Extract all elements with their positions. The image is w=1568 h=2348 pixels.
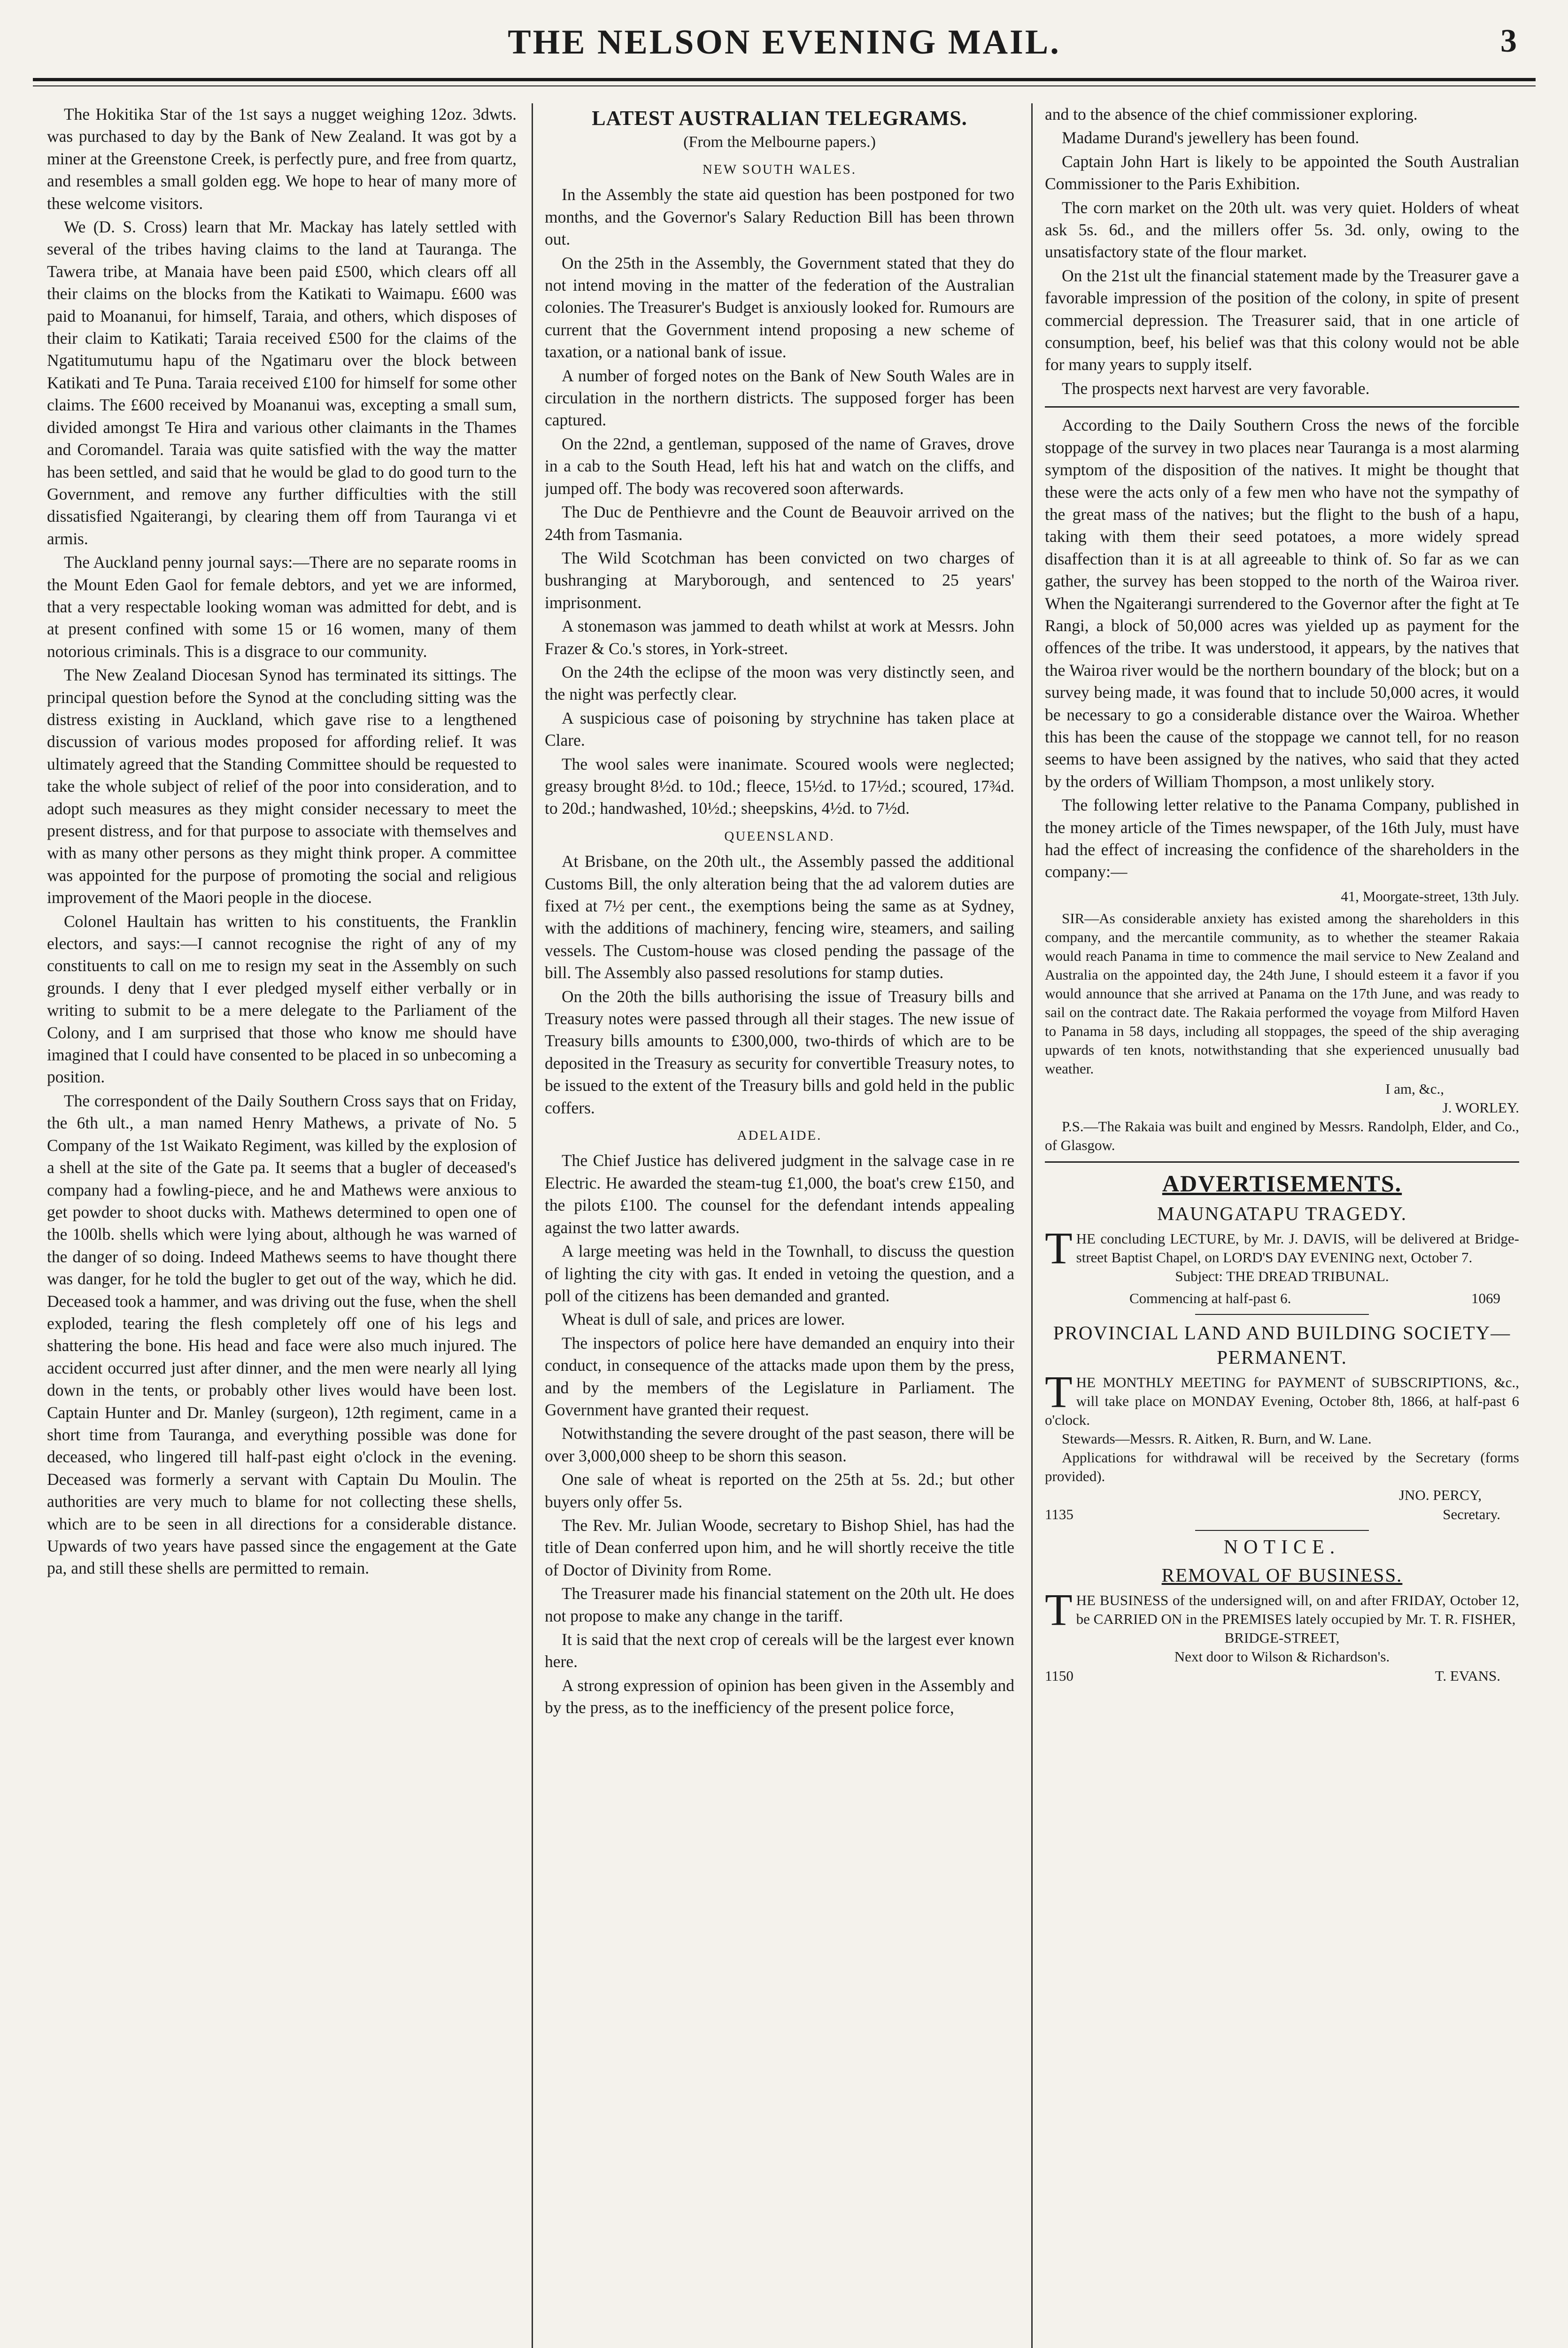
paragraph: In the Assembly the state aid question has been postponed for two months, and the Governor's Salary Reduction Bill has been thrown out. — [545, 185, 1014, 249]
masthead-rule-thin — [33, 85, 1536, 86]
paragraph: A strong expression of opinion has been given in the Assembly and by the press, as to the inefficiency of the present police force, — [545, 1676, 1014, 1717]
paragraph: The Chief Justice has delivered judgment in the salvage case in re Electric. He awarded the steam-tug £1,000, the boat's crew £150, and the pilots £100. The counsel for the defendant intends appealing against the two latter awards. — [545, 1151, 1014, 1237]
paragraph-diocesan-synod: The New Zealand Diocesan Synod has terminated its sittings. The principal question before the Synod at the concluding sitting was the distress existing in Auckland, which gave rise to a lengthened discussion of various modes proposed for affording relief. It was ultimately agreed that the Standing Committee should be requested to take the whole subject of relief of the poor into consideration, and to adopt such measures as they might consider necessary to meet the present distress, and for that purpose to associate with themselves and with as many other persons as they might think proper. A committee was appointed for the purpose of promoting the social and religious improvement of the Maori people in the diocese. — [47, 665, 517, 907]
paragraph: It is said that the next crop of cereals will be the largest ever known here. — [545, 1630, 1014, 1671]
ad-subject: Subject: THE DREAD TRIBUNAL. — [1175, 1268, 1389, 1285]
paragraph: On the 20th the bills authorising the issue of Treasury bills and Treasury notes were passed through all their stages. The new issue of Treasury bills amounts to £300,000, two-thirds of which are to be deposited in the Treasury as security for convertible Treasury notes, to be issued to the extent of the Treasury bills and gold held in the public coffers. — [545, 987, 1014, 1117]
page-number: 3 — [1500, 23, 1517, 59]
paragraph: The corn market on the 20th ult. was very quiet. Holders of wheat ask 5s. 6d., and the millers offer 5s. 3d. only, owing to the unsatisfactory state of the flour market. — [1045, 198, 1519, 262]
ad-street: BRIDGE-STREET, — [1224, 1629, 1340, 1646]
paragraph: The wool sales were inanimate. Scoured wools were neglected; greasy brought 8½d. to 10d.; fleece, 15½d. to 17½d.; scoured, 17¾d. to 20d.; handwashed, 10½d.; sheepskins, 4½d. to 7½d. — [545, 754, 1014, 818]
paragraph: A stonemason was jammed to death whilst at work at Messrs. John Frazer & Co.'s stores, in York-street. — [545, 617, 1014, 658]
section-heading: LATEST AUSTRALIAN TELEGRAMS. — [592, 107, 967, 130]
paragraph: A large meeting was held in the Townhall, to discuss the question of lighting the city with gas. It ended in vetoing the question, and a poll of the citizens has been demanded and granted. — [545, 1242, 1014, 1305]
drop-cap: T — [1045, 1223, 1073, 1274]
ad-footer — [1045, 1666, 1519, 1686]
paragraph-nugget: The Hokitika Star of the 1st says a nugget weighing 12oz. 3dwts. was purchased to day by the Bank of New Zealand. It was got by a miner at the Greenstone Creek, is perfectly pure, and free from quartz, and resembles a small golden egg. We hope to hear of many more of these welcome visitors. — [47, 105, 517, 213]
paragraph: The Treasurer made his financial statement on the 20th ult. He does not propose to make any change in the tariff. — [545, 1584, 1014, 1625]
ad-body-building-society — [1045, 1367, 1519, 1429]
letter-body: SIR—As considerable anxiety has existed among the shareholders in this company, and the mercantile community, as to whether the steamer Rakaia would reach Panama in time to commence the mail service to New Zealand and Australia on the appointed day, the 24th June, I should esteem it a favor if you would announce that she arrived at Panama on the 17th June, and was ready to sail on the contract date. The Rakaia performed the voyage from Milford Haven to Panama in 58 days, including all stoppages, the speed of the ship averaging upwards of ten knots, notwithstanding that she experienced unusually bad weather. — [1045, 910, 1519, 1077]
ad-role: Secretary. — [1443, 1506, 1500, 1523]
paragraph-continued: and to the absence of the chief commissioner exploring. — [1045, 105, 1418, 124]
paragraph-tauranga-land: We (D. S. Cross) learn that Mr. Mackay has lately settled with several of the tribes having claims to the land at Tauranga. The Tawera tribe, at Manaia have been paid £500, which clears off all their claims on the blocks from the Katikati to Waimapu. £600 was paid to Moananui, for himself, Taraia, and others, which disposes of their claim to Katikati; Taraia received £500 for the claims of the Ngatitumutumu hapu of the Ngatimaru over the block between Katikati and Te Puna. Taraia received £100 for himself for some other claims. The £600 received by Moananui was, excepting a small sum, divided amongst Te Hira and various other claimants in the Thames and Coromandel. Taraia was quite satisfied with the way the matter has been settled, and said that he would be glad to do good turn to the Government, and remove any further difficulties with the still dissatisfied Ngaiterangi, by clearing them off from Tauranga vi et armis. — [47, 217, 517, 548]
ad-body-removal — [1045, 1584, 1519, 1635]
paragraph-shell-explosion: The correspondent of the Daily Southern Cross says that on Friday, the 6th ult., a man named Henry Mathews, a private of No. 5 Company of the 1st Waikato Regiment, was killed by the explosion of a shell at the site of the Gate pa. It seems that a bugler of deceased's company had a fowling-piece, and he and Mathews were anxious to get powder to shoot ducks with. Mathews determined to open one of the 100lb. shells which were lying about, although he was warned of the danger of so doing. Indeed Mathews seems to have thought there was danger, for he told the bugler to get out of the way, which he did. Deceased took a hammer, and was driving out the fuse, when the shell exploded, tearing the flesh completely off one of his legs and shattering the bone. His head and face were also much injured. The accident occurred just after dinner, and the men were nearly all lying down in the tents, or probably other lives would have been lost. Captain Hunter and Dr. Manley (surgeon), 12th regiment, came in a short time from Tauranga, and everything possible was done for deceased, who lingered till half-past eight o'clock in the evening. Deceased was formerly a servant with Captain Du Moulin. The authorities are very much to blame for not collecting these shells, which are to be seen in all directions for a considerable distance. Upwards of two years have passed since the engagement at the Gate pa, and still these shells are permitted to remain. — [47, 1091, 517, 1578]
paragraph: The Duc de Penthievre and the Count de Beauvoir arrived on the 24th from Tasmania. — [545, 502, 1014, 544]
advertisements-heading: ADVERTISEMENTS. — [1162, 1170, 1402, 1197]
paragraph: Notwithstanding the severe drought of the past season, there will be over 3,000,000 sheep to be shorn this season. — [545, 1424, 1014, 1465]
paragraph: A number of forged notes on the Bank of New South Wales are in circulation in the northern districts. The supposed forger has been captured. — [545, 366, 1014, 430]
masthead-rule — [33, 78, 1536, 81]
letter-signature: J. WORLEY. — [1442, 1099, 1519, 1116]
region-label-adelaide: ADELAIDE. — [737, 1128, 822, 1143]
column-3 — [1045, 103, 1519, 2348]
paragraph: On the 21st ult the financial statement made by the Treasurer gave a favorable impression of the position of the colony, in spite of present commercial depression. The Treasurer said, that in one article of consumption, beef, his belief was that this colony would not be able for many years to supply itself. — [1045, 266, 1519, 374]
paragraph: The prospects next harvest are very favorable. — [1062, 378, 1370, 398]
ad-divider — [1195, 1530, 1369, 1531]
ad-title-removal: REMOVAL OF BUSINESS. — [1161, 1564, 1403, 1586]
ad-title-building-society: PROVINCIAL LAND AND BUILDING SOCIETY—PERMANENT. — [1053, 1322, 1511, 1368]
paragraph: The Wild Scotchman has been convicted on two charges of bushranging at Maryborough, and sentenced to 25 years' imprisonment. — [545, 548, 1014, 612]
drop-cap: T — [1045, 1367, 1073, 1417]
ad-body-maungatapu — [1045, 1223, 1519, 1274]
notice-label: NOTICE. — [1223, 1537, 1341, 1559]
letter-postscript: P.S.—The Rakaia was built and engined by Messrs. Randolph, Elder, and Co., of Glasgow. — [1045, 1118, 1519, 1154]
paragraph: Madame Durand's jewellery has been found. — [1062, 128, 1359, 147]
paragraph: One sale of wheat is reported on the 25th at 5s. 2d.; but other buyers only offer 5s. — [545, 1470, 1014, 1511]
drop-cap: T — [1045, 1584, 1073, 1635]
column-1 — [47, 103, 517, 2348]
ad-signatory: T. EVANS. — [1435, 1667, 1500, 1684]
paragraph: The inspectors of police here have demanded an enquiry into their conduct, in consequence of the attacks made upon them by the press, and by the members of the Legislature in Parliament. The Government have granted their request. — [545, 1333, 1014, 1419]
ad-number: 1150 — [1045, 1667, 1074, 1684]
column-rule — [532, 103, 533, 2348]
letter-close: I am, &c., — [1385, 1081, 1444, 1097]
paragraph: Captain John Hart is likely to be appointed the South Australian Commissioner to the Paris Exhibition. — [1045, 152, 1519, 193]
region-label-queensland: QUEENSLAND. — [724, 828, 835, 844]
region-label-nsw: NEW SOUTH WALES. — [702, 162, 857, 177]
paragraph-colonel-haultain: Colonel Haultain has written to his constituents, the Franklin electors, and says:—I cannot recognise the right of any of my constituents to call on me to resign my seat in the Assembly on such grounds. I deny that I ever pledged myself either verbally or in writing to submit to be a mere delegate to the Parliament of the Colony, and I am surprised that those who know me should have imagined that I could have consented to be placed in so unbecoming a position. — [47, 911, 517, 1087]
ad-number: 1135 — [1045, 1506, 1074, 1523]
paragraph: A suspicious case of poisoning by strychnine has taken place at Clare. — [545, 708, 1014, 750]
letter-address: 41, Moorgate-street, 13th July. — [1341, 888, 1519, 904]
column-rule — [1031, 103, 1033, 2348]
paragraph: On the 24th the eclipse of the moon was very distinctly seen, and the night was perfectly clear. — [545, 662, 1014, 704]
paragraph: Wheat is dull of sale, and prices are lower. — [562, 1310, 845, 1329]
ad-footer — [1045, 1505, 1519, 1524]
section-divider — [1045, 1161, 1519, 1163]
ad-signatory: JNO. PERCY, — [1398, 1487, 1482, 1504]
column-2 — [545, 103, 1014, 2348]
paragraph-mount-eden-gaol: The Auckland penny journal says:—There are no separate rooms in the Mount Eden Gaol for female debtors, and yet we are informed, that a very respectable looking woman was admitted for debt, and is at present confined with some 15 or 16 women, many of them notorious criminals. This is a disgrace to our community. — [47, 553, 517, 661]
paragraph: On the 22nd, a gentleman, supposed of the name of Graves, drove in a cab to the South Head, left his hat and watch on the cliffs, and jumped off. The body was recovered soon afterwards. — [545, 434, 1014, 498]
ad-next-door: Next door to Wilson & Richardson's. — [1174, 1648, 1390, 1665]
ad-text: HE concluding LECTURE, by Mr. J. DAVIS, will be delivered at Bridge-street Baptist Chapel, on LORD'S DAY EVENING next, October 7. — [1076, 1230, 1519, 1266]
paragraph: On the 25th in the Assembly, the Government stated that they do not intend moving in the matter of the federation of the Australian colonies. The Treasurer's Budget is anxiously looked for. Rumours are current that the Government intend proposing a new scheme of taxation, or a national bank of issue. — [545, 253, 1014, 362]
ad-number: 1069 — [1471, 1290, 1500, 1307]
section-subheading: (From the Melbourne papers.) — [683, 133, 876, 151]
ad-title-maungatapu: MAUNGATAPU TRAGEDY. — [1157, 1203, 1407, 1225]
paragraph: The Rev. Mr. Julian Woode, secretary to Bishop Shiel, has had the title of Dean conferred upon him, and he will shortly receive the title of Doctor of Divinity from Rome. — [545, 1515, 1014, 1579]
masthead — [33, 14, 1536, 99]
ad-text: HE MONTHLY MEETING for PAYMENT of SUBSCRIPTIONS, &c., will take place on MONDAY Evening, October 8th, 1866, at half-past 6 o'clock. — [1045, 1374, 1519, 1429]
ad-divider — [1195, 1314, 1369, 1315]
ad-text: HE BUSINESS of the undersigned will, on and after FRIDAY, October 12, be CARRIED ON in the PREMISES lately occupied by Mr. T. R. FISHER, — [1076, 1591, 1519, 1627]
paragraph: At Brisbane, on the 20th ult., the Assembly passed the additional Customs Bill, the only alteration being that the ad valorem duties are fixed at 7½ per cent., the exemptions being the same as at Sydney, with the additions of machinery, fencing wire, steamers, and sailing vessels. The Custom-house was closed pending the passage of the bill. The Assembly also passed resolutions for stamp duties. — [545, 852, 1014, 982]
masthead-title: THE NELSON EVENING MAIL. — [508, 23, 1061, 62]
ad-time: Commencing at half-past 6. — [1129, 1290, 1291, 1307]
ad-footer — [1045, 1286, 1519, 1308]
paragraph-panama-letter-intro: The following letter relative to the Panama Company, published in the money article of the Times newspaper, of the 16th July, must have had the effect of increasing the confidence of the shareholders in the company:— — [1045, 796, 1519, 881]
ad-stewards: Stewards—Messrs. R. Aitken, R. Burn, and W. Lane. — [1062, 1430, 1372, 1447]
ad-applications: Applications for withdrawal will be received by the Secretary (forms provided). — [1045, 1449, 1519, 1485]
section-divider — [1045, 406, 1519, 408]
paragraph-survey-stoppage: According to the Daily Southern Cross the news of the forcible stoppage of the survey in two places near Tauranga is a most alarming symptom of the disposition of the natives. It might be thought that these were the acts only of a few men who have not the sympathy of the great mass of the natives; but the flight to the bush of a hapu, taking with them their seed potatoes, a more widely spread disaffection than it is at all agreeable to think of. So far as we can gather, the survey has been stopped to the north of the Wairoa river. When the Ngaiterangi surrendered to the Governor after the fight at Te Rangi, a block of 50,000 acres was yielded up as payment for the offences of the tribe. It was understood, it appears, by the natives that the Wairoa river would be the northern boundary of the block; but on a survey being made, it was found that to include 50,000 acres, it would be necessary to go a considerable distance over the Wairoa. Whether this has been the cause of the stoppage we cannot tell, for no reason seems to have been assigned by the natives, who said that they acted by the orders of William Thompson, a most unlikely story. — [1045, 416, 1519, 791]
